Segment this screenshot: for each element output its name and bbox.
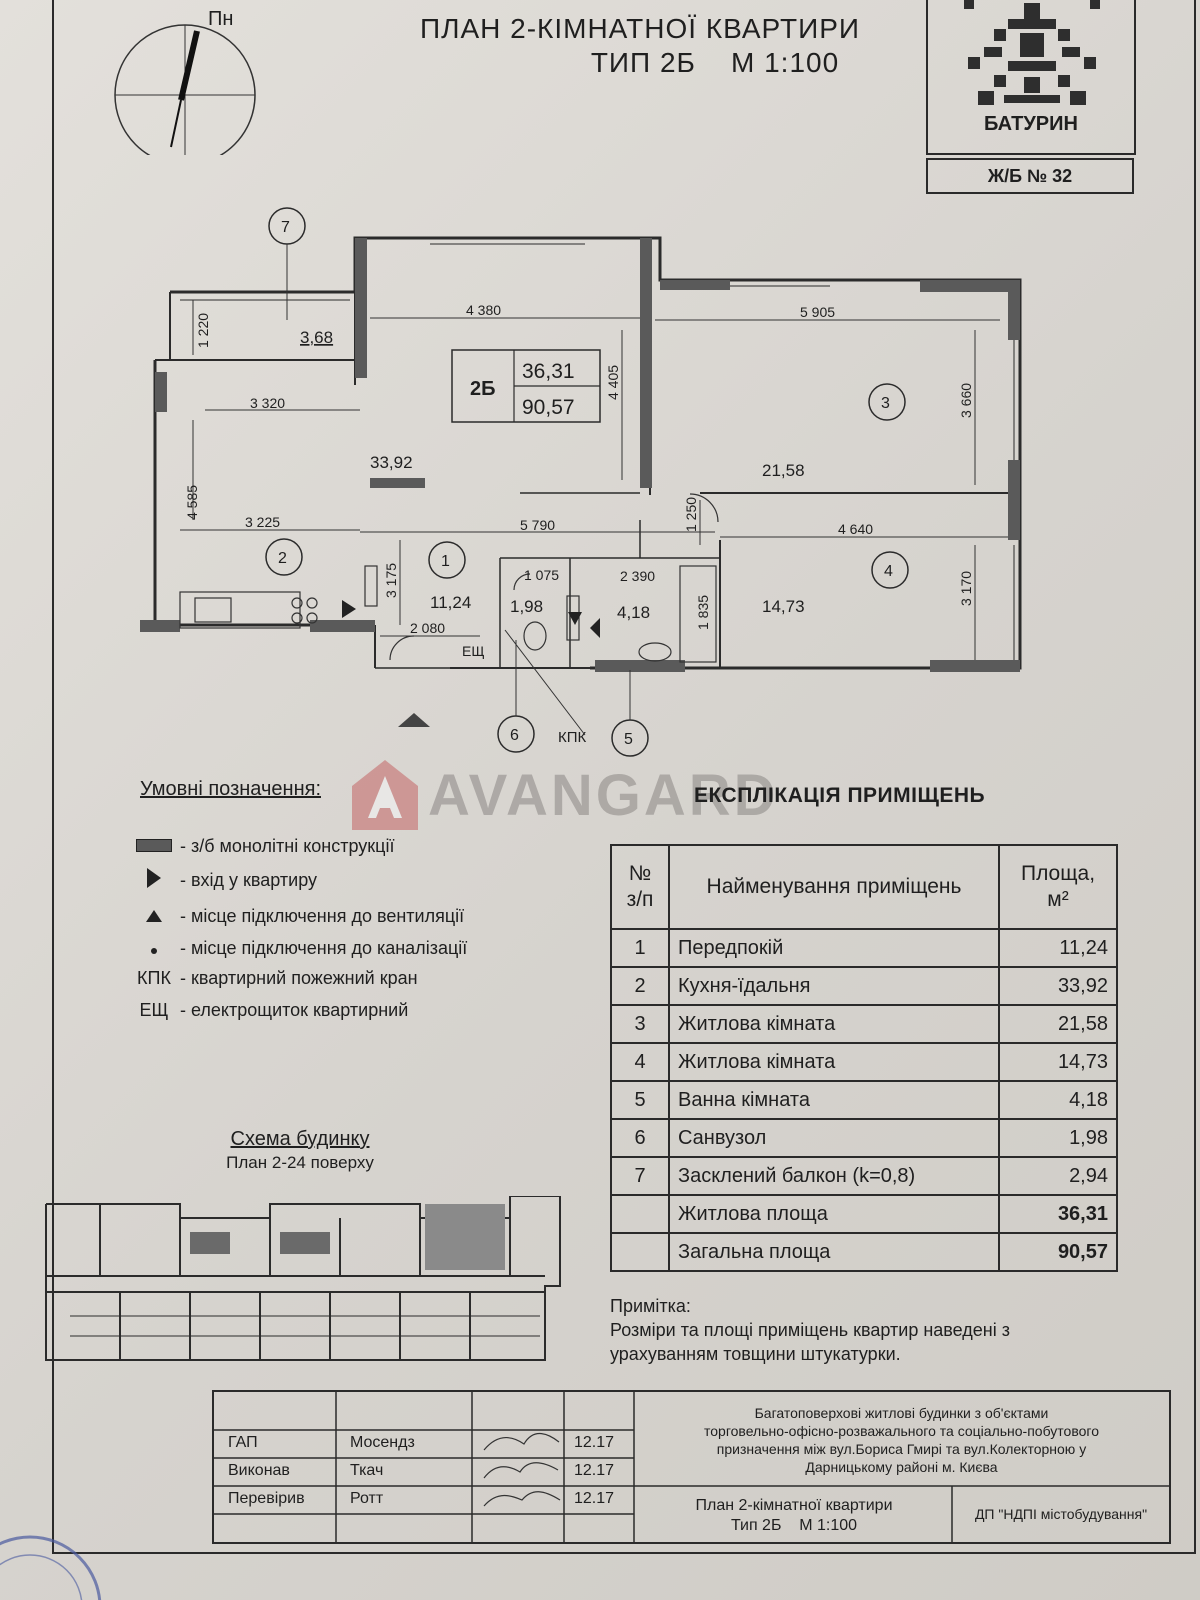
note <box>610 1294 1010 1366</box>
table-row: 1 Передпокій 11,24 <box>611 929 1117 967</box>
stamp-role-executed: Виконав <box>228 1462 290 1479</box>
legend-item: КПК - квартирний пожежний кран <box>128 968 418 989</box>
dim-label: 4 585 <box>184 484 200 520</box>
explication-table <box>610 844 1118 1272</box>
seal-stamp <box>0 1512 110 1600</box>
dim-label: 3 320 <box>250 395 286 411</box>
stamp-date-2: 12.17 <box>574 1462 615 1479</box>
signatures <box>484 1434 560 1506</box>
title-line-1: ПЛАН 2-КІМНАТНОЇ КВАРТИРИ <box>419 13 861 44</box>
table-row: 7 Засклений балкон (k=0,8) 2,94 <box>611 1157 1117 1195</box>
dim-label: 5 905 <box>800 304 836 320</box>
watermark-text: AVANGARD <box>428 762 779 828</box>
legend-item: - вхід у квартиру <box>128 868 317 893</box>
legend-abbr-esc: ЕЩ <box>139 1000 169 1020</box>
table-row: 4 Житлова кімната 14,73 <box>611 1043 1117 1081</box>
table-header-row <box>611 845 1117 929</box>
dim-label: 4 405 <box>605 364 621 400</box>
note-line: урахуванням товщини штукатурки. <box>610 1344 901 1364</box>
room-marker-4: 4 <box>884 563 893 580</box>
dim-label: 1 075 <box>524 567 560 583</box>
legend-item: - місце підключення до вентиляції <box>128 906 464 927</box>
logo-caption: БАТУРИН <box>984 113 1078 135</box>
dim-label: 1 835 <box>695 594 711 630</box>
note-line: Розміри та площі приміщень квартир наведені з <box>610 1320 1010 1340</box>
room-area-1: 11,24 <box>430 593 472 612</box>
concrete-wall-icon <box>128 836 180 857</box>
apartment-total-area: 90,57 <box>522 396 575 419</box>
table-row: 3 Житлова кімната 21,58 <box>611 1005 1117 1043</box>
building-code: Ж/Б № 32 <box>926 158 1134 194</box>
stamp-name-3: Ротт <box>350 1490 384 1507</box>
table-row: 5 Ванна кімната 4,18 <box>611 1081 1117 1119</box>
apartment-type-code: 2Б <box>470 378 496 400</box>
title-block-stamp <box>212 1390 1171 1544</box>
legend-title: Умовні позначення: <box>140 778 321 800</box>
scheme-subtitle: План 2-24 поверху <box>226 1153 374 1172</box>
stamp-role-checked: Перевірив <box>228 1490 305 1507</box>
apartment-living-area: 36,31 <box>522 360 575 383</box>
electric-panel-label: ЕЩ <box>462 643 485 659</box>
sewer-dot-icon <box>128 938 180 959</box>
stamp-date-3: 12.17 <box>574 1490 615 1507</box>
sheet-title: План 2-кімнатної квартири Тип 2Б М 1:100 <box>695 1497 893 1534</box>
room-marker-6: 6 <box>510 727 519 744</box>
scheme-title: Схема будинку <box>230 1128 370 1150</box>
legend-item: - місце підключення до каналізації <box>128 938 467 959</box>
dim-label: 2 390 <box>620 568 656 584</box>
dim-label: 4 380 <box>466 302 502 318</box>
ventilation-triangle-icon <box>128 906 180 927</box>
col-area-header: Площа, м² <box>999 845 1117 929</box>
legend-abbr-kpk: КПК <box>137 968 171 988</box>
dim-label: 3 660 <box>958 382 974 418</box>
dim-label: 4 640 <box>838 521 874 537</box>
stamp-name-1: Мосендз <box>350 1434 415 1451</box>
building-scheme-drawing <box>40 1196 570 1366</box>
organization-name: ДП "НДПІ містобудування" <box>974 1506 1148 1522</box>
total-area-row: Загальна площа 90,57 <box>611 1233 1117 1271</box>
fire-hydrant-label: КПК <box>558 729 587 746</box>
stamp-role-gap: ГАП <box>228 1434 258 1451</box>
floor-plan <box>0 0 1200 760</box>
room-area-2: 33,92 <box>370 453 413 472</box>
col-name-header: Найменування приміщень <box>669 845 999 929</box>
stamp-name-2: Ткач <box>350 1462 384 1479</box>
dim-label: 5 790 <box>520 517 556 533</box>
room-marker-3: 3 <box>881 395 890 412</box>
dim-label: 2 080 <box>410 620 446 636</box>
room-marker-7: 7 <box>281 219 290 236</box>
table-row: 6 Санвузол 1,98 <box>611 1119 1117 1157</box>
project-description: Багатоповерхові житлові будинки з об'єктами торговельно-офісно-розважального та соціально-побутового призначення між вул.Бориса Гмирі та вул.Колекторною у Дарницькому районі м. Києва <box>704 1405 1099 1475</box>
legend-item: - з/б монолітні конструкції <box>128 836 394 857</box>
room-area-4: 14,73 <box>762 597 805 616</box>
living-area-row: Житлова площа 36,31 <box>611 1195 1117 1233</box>
room-area-5: 4,18 <box>617 603 651 622</box>
room-marker-2: 2 <box>278 550 287 567</box>
dim-label: 1 220 <box>195 312 211 348</box>
room-area-7: 3,68 <box>300 328 334 347</box>
col-num-header: № з/п <box>611 845 669 929</box>
note-heading: Примітка: <box>610 1296 691 1316</box>
dim-label: 3 225 <box>245 514 281 530</box>
compass-north-label: Пн <box>208 8 234 30</box>
table-row: 2 Кухня-їдальня 33,92 <box>611 967 1117 1005</box>
legend-item: ЕЩ - електрощиток квартирний <box>128 1000 408 1021</box>
dim-label: 1 250 <box>683 496 699 532</box>
stamp-date-1: 12.17 <box>574 1434 615 1451</box>
room-marker-5: 5 <box>624 731 633 748</box>
watermark-logo-icon <box>350 758 420 832</box>
explication-title: ЕКСПЛІКАЦІЯ ПРИМІЩЕНЬ <box>694 784 986 807</box>
building-scheme-title <box>180 1128 420 1173</box>
dim-label: 3 170 <box>958 570 974 606</box>
entrance-arrow-icon <box>128 868 180 893</box>
title-line-2: ТИП 2Б М 1:100 <box>590 47 840 78</box>
room-marker-1: 1 <box>441 553 450 570</box>
room-area-3: 21,58 <box>762 461 805 480</box>
room-area-6: 1,98 <box>510 597 544 616</box>
dim-label: 3 175 <box>383 562 399 598</box>
